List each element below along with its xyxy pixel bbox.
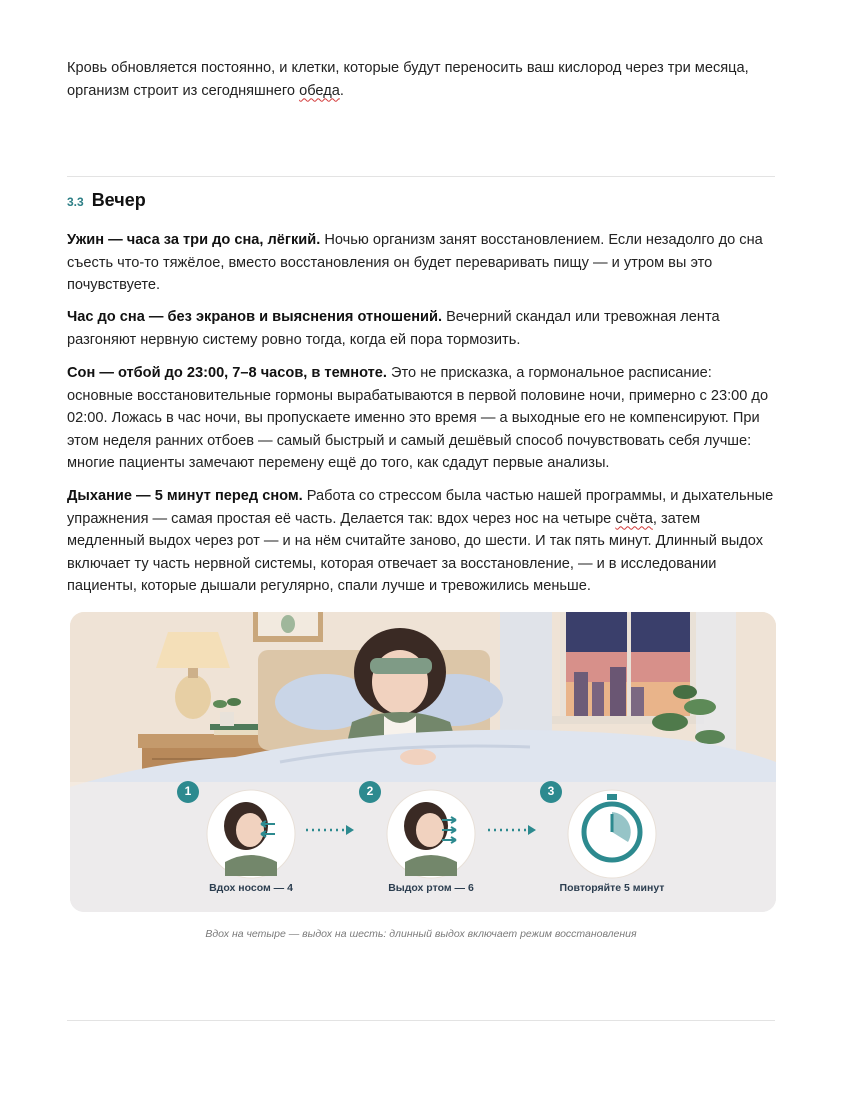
paragraph-body-end: , затем медленный выдох через рот — и на нём считайте заново, до шести. И так пять минут. Длинный выдох включает ту часть нервной системы, которая отвечает за восстановление, — и в исследовании пациенты, которые дышали регулярно, спали лучше и тревожились меньше. [67, 510, 764, 595]
paragraph-lead: Ужин — часа за три до сна, лёгкий. [67, 232, 321, 248]
paragraph-lead: Дыхание — 5 минут перед сном. [67, 488, 303, 504]
intro-paragraph [67, 57, 775, 102]
wall-picture-icon [253, 612, 323, 642]
paragraph-dinner [67, 229, 775, 297]
paragraph-sleep [67, 362, 775, 475]
spellcheck-word: обеда [299, 82, 340, 99]
section-heading [67, 190, 146, 211]
section-title: Вечер [91, 190, 146, 210]
paragraph-breathing [67, 485, 775, 598]
step-label-exhale: Выдох ртом — 6 [388, 882, 474, 894]
paragraph-body: Ночью организм занят восстановлением. Если незадолго до сна съесть что-то тяжёлое, вместо восстановления он будет переваривать пищу — и утром вы это почувствуете. [67, 232, 763, 294]
paragraph-body: Работа со стрессом была частью нашей программы, и дыхательные упражнения — самая простая её часть. Делается так: вдох через нос на четыре [67, 488, 774, 527]
intro-text-end: . [339, 82, 344, 99]
figure-caption: Вдох на четыре — выдох на шесть: длинный выдох включает режим восстановления [205, 928, 637, 940]
bedroom-scene [70, 612, 776, 912]
paragraph-lead: Сон — отбой до 23:00, 7–8 часов, в темноте. [67, 365, 387, 381]
paragraph-body: Это не присказка, а гормональное расписание: основные восстановительные гормоны вырабатываются в первой половине ночи, примерно с 23:00 до 02:00. Ложась в час ночи, вы пропускаете именно это время — а выходные его не компенсируют. При этом неделя ранних отбоев — самый быстрый и самый дешёвый способ почувствовать себя лучше: многие пациенты замечают перемену ещё до того, как сдадут первые анализы. [67, 365, 769, 472]
window-icon [552, 612, 704, 724]
step-label-inhale: Вдох носом — 4 [209, 882, 293, 894]
step-label-repeat: Повторяйте 5 минут [559, 882, 665, 894]
step-number-badge: 1 [184, 784, 192, 798]
section-divider-top [67, 176, 775, 177]
section-divider-bottom [67, 1020, 775, 1021]
step-number-badge: 3 [547, 784, 555, 798]
spellcheck-word: счёта [615, 510, 653, 527]
paragraph-body: Вечерний скандал или тревожная лента разгоняют нервную систему ровно тогда, когда ей пора тормозить. [67, 309, 720, 348]
breathing-illustration [70, 612, 776, 912]
step-number-badge: 2 [366, 784, 374, 798]
intro-text: Кровь обновляется постоянно, и клетки, которые будут переносить ваш кислород через три месяца, организм строит из сегодняшнего [67, 60, 749, 99]
paragraph-screens [67, 306, 775, 351]
paragraph-lead: Час до сна — без экранов и выяснения отношений. [67, 309, 443, 325]
section-number: 3.3 [67, 195, 84, 209]
